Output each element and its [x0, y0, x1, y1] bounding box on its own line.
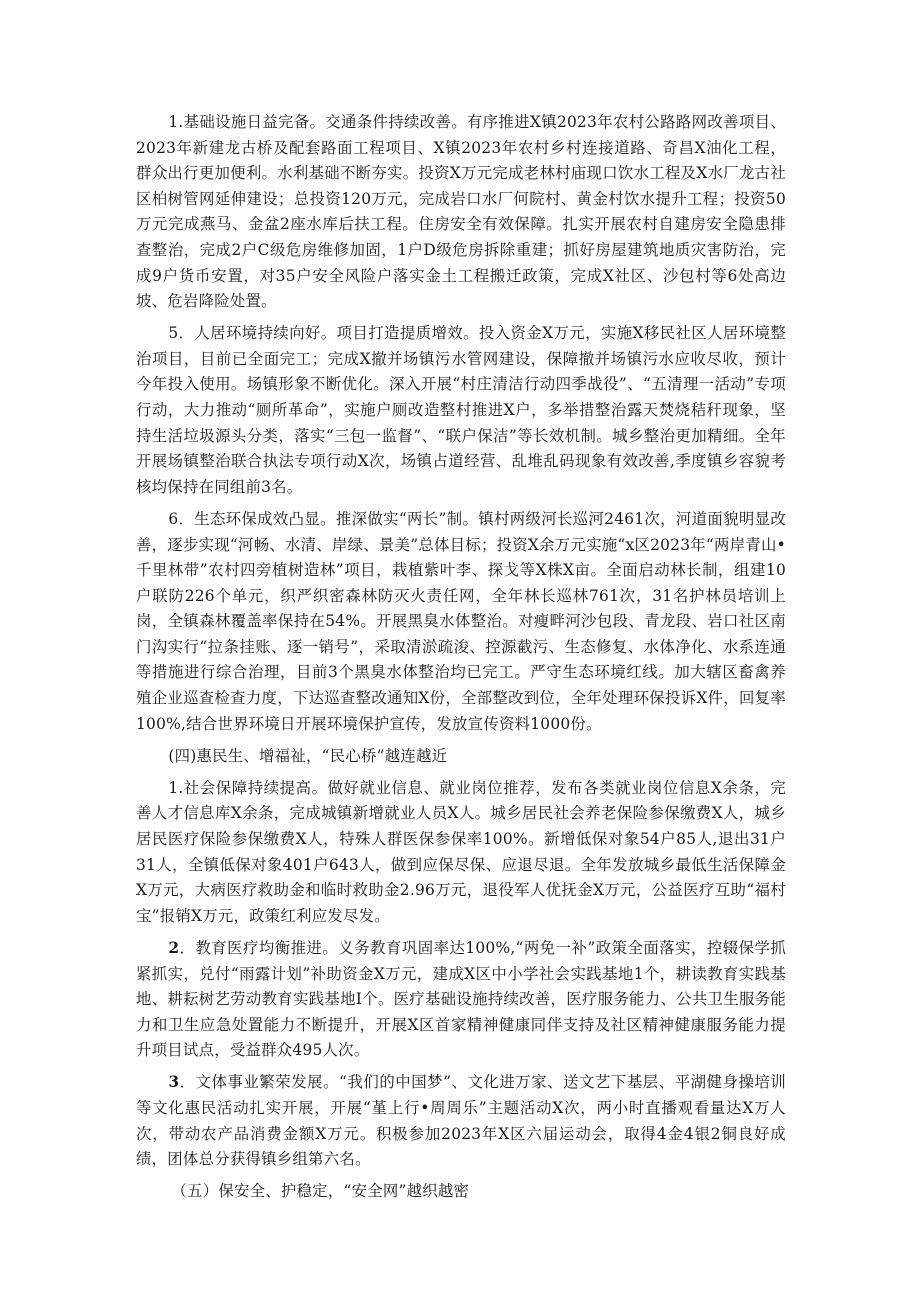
paragraph-living-environment: 5．人居环境持续向好。项目打造提质增效。投入资金X万元，实施X移民社区人居环境整治项目，目前已全面完工；完成X撤并场镇污水管网建设，保障撤并场镇污水应收尽收，预计今年投入使用。场镇形象不断优化。深入开展“村庄清洁行动四季战役”、“五清理一活动”专项行动，大力推动“厕所革命”，实施户厕改造整村推进X户，多举措整治露天焚烧秸秆现象，坚持生活垃圾源头分类，落实“三包一监督”、“联户保洁”等长效机制。城乡整治更加精细。全年开展场镇整治联合执法专项行动X次，场镇占道经营、乱堆乱码现象有效改善,季度镇乡容貌考核均保持在同组前3名。 — [136, 324, 786, 496]
item-number: 2 — [168, 938, 180, 957]
paragraph-body: ．文体事业繁荣发展。“我们的中国梦”、文化进万家、送文艺下基层、平湖健身操培训等文化惠民活动扎实开展，开展“堇上行•周周乐”主题活动X次，两小时直播观看量达X万人次，带动农产品消费金额X万元。积极参加2023年X区六届运动会，取得4金4银2铜良好成绩，团体总分获得镇乡组第六名。 — [136, 1073, 786, 1169]
paragraph-body: ．教育医疗均衡推进。义务教育巩固率达100%,“两免一补”政策全面落实，控辍保学抓紧抓实，兑付“雨露计划”补助资金X万元，建成X区中小学社会实践基地1个，耕读教育实践基地、耕耘树艺劳动教育实践基地I个。医疗基础设施持续改善，医疗服务能力、公共卫生服务能力和卫生应急处置能力不断提升，开展X区首家精神健康同伴支持及社区精神健康服务能力提升项目试点，受益群众495人次。 — [136, 938, 786, 1060]
paragraph-education-health — [136, 936, 786, 1064]
paragraph-infrastructure: 1.基础设施日益完备。交通条件持续改善。有序推进X镇2023年农村公路路网改善项目、2023年新建龙古桥及配套路面工程项目、X镇2023年农村乡村连接道路、奇昌X油化工程，群众出行更加便利。水利基础不断夯实。投资X万元完成老林村庙现口饮水工程及X水厂龙古社区柏树管网延伸建设；总投资120万元，完成岩口水厂何院村、黄金村饮水提升工程；投资50万元完成燕马、金盆2座水库后扶工程。住房安全有效保障。扎实开展农村自建房安全隐患排查整治，完成2户C级危房维修加固，1户D级危房拆除重建；抓好房屋建筑地质灾害防治，完成9户货币安置，对35户安全风险户落实金土工程搬迁政策，完成X社区、沙包村等6处高边坡、危岩降险处置。 — [136, 113, 787, 311]
paragraph-social-security: 1.社会保障持续提高。做好就业信息、就业岗位推荐，发布各类就业岗位信息X余条，完善人才信息库X余条，完成城镇新增就业人员X人。城乡居民社会养老保险参保缴费X人，城乡居民医疗保险参保缴费X人，特殊人群医保参保率100%。新增低保对象54户85人,退出31户31人，全镇低保对象401户643人，做到应保尽保、应退尽退。全年发放城乡最低生活保障金X万元，大病医疗救助金和临时救助金2.96万元，退役军人优抚金X万元，公益医疗互助“福村宝”报销X万元，政策红利应发尽发。 — [136, 778, 786, 925]
section-heading-livelihood: (四)惠民生、增福祉，“民心桥”越连越近 — [168, 746, 448, 765]
document-page — [136, 110, 786, 1205]
paragraph-ecology: 6．生态环保成效凸显。推深做实“两长”制。镇村两级河长巡河2461次，河道面貌明显改善，逐步实现“河畅、水清、岸绿、景美”总体目标；投资X余万元实施“x区2023年“两岸青山•千里林带”农村四旁植树造林”项目，栽植紫叶李、探戈等X株X亩。全面启动林长制，组建10户联防226个单元，织严织密森林防灭火责任网，全年林长巡林761次，31名护林员培训上岗，全镇森林覆盖率保持在54%。开展黑臭水体整治。对瘦畔河沙包段、青龙段、岩口社区南门沟实行“拉条挂账、逐一销号”，采取清淤疏浚、控源截污、生态修复、水体净化、水系连通等措施进行综合治理，目前3个黑臭水体整治均已完工。严守生态环境红线。加大辖区畜禽养殖企业巡查检查力度，下达巡查整改通知X份，全部整改到位，全年处理环保投诉X件，回复率100%,结合世界环境日开展环境保护宣传，发放宣传资料1000份。 — [136, 509, 786, 733]
paragraph-culture-sports — [136, 1070, 786, 1172]
section-heading-safety: （五）保安全、护稳定，“安全网”越织越密 — [171, 1182, 470, 1201]
item-number: 3 — [168, 1073, 180, 1092]
